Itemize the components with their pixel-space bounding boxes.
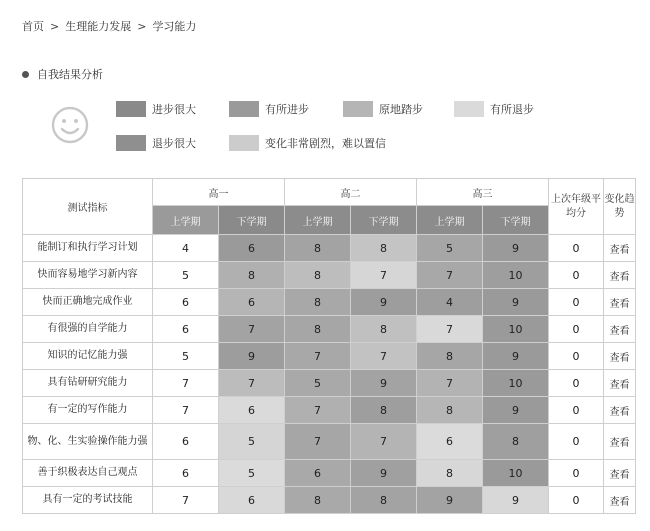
indicator-label: 有很强的自学能力	[23, 316, 153, 343]
last-average-cell: 0	[549, 262, 604, 289]
score-cell: 6	[219, 289, 285, 316]
last-average-cell: 0	[549, 397, 604, 424]
score-cell: 9	[219, 343, 285, 370]
legend-item	[116, 135, 196, 151]
score-cell: 6	[153, 460, 219, 487]
legend-item	[229, 101, 309, 117]
term-header: 上学期	[153, 206, 219, 235]
smiley-face-icon	[50, 105, 90, 145]
score-cell: 6	[153, 289, 219, 316]
breadcrumb-learning-ability[interactable]: 学习能力	[152, 20, 197, 33]
score-cell: 7	[219, 370, 285, 397]
score-cell: 7	[351, 262, 417, 289]
score-cell: 5	[285, 370, 351, 397]
score-cell: 8	[417, 460, 483, 487]
legend-item	[116, 101, 196, 117]
score-cell: 6	[219, 235, 285, 262]
score-cell: 7	[351, 424, 417, 460]
legend-swatch	[454, 101, 484, 117]
score-cell: 8	[285, 235, 351, 262]
score-cell: 6	[219, 487, 285, 514]
last-average-cell: 0	[549, 460, 604, 487]
indicator-label: 能制订和执行学习计划	[23, 235, 153, 262]
header-year-2: 高二	[285, 179, 417, 206]
view-trend-link[interactable]: 查看	[604, 370, 636, 397]
table-row	[23, 235, 636, 262]
score-cell: 6	[153, 424, 219, 460]
score-cell: 8	[285, 262, 351, 289]
score-cell: 9	[483, 487, 549, 514]
bullet-dot-icon	[22, 71, 29, 78]
table-body	[23, 235, 636, 514]
term-header: 上学期	[285, 206, 351, 235]
assessment-table	[22, 178, 636, 514]
view-trend-link[interactable]: 查看	[604, 397, 636, 424]
score-cell: 5	[417, 235, 483, 262]
legend-swatch	[116, 135, 146, 151]
table-row	[23, 397, 636, 424]
term-header: 下学期	[351, 206, 417, 235]
legend-swatch	[116, 101, 146, 117]
score-cell: 7	[351, 343, 417, 370]
indicator-label: 善于织极表达自己观点	[23, 460, 153, 487]
view-trend-link[interactable]: 查看	[604, 262, 636, 289]
table-row	[23, 370, 636, 397]
score-cell: 9	[483, 235, 549, 262]
score-cell: 9	[417, 487, 483, 514]
score-cell: 8	[351, 487, 417, 514]
table-row	[23, 289, 636, 316]
view-trend-link[interactable]: 查看	[604, 487, 636, 514]
last-average-cell: 0	[549, 289, 604, 316]
score-cell: 6	[153, 316, 219, 343]
table-row	[23, 343, 636, 370]
score-cell: 7	[153, 397, 219, 424]
score-cell: 10	[483, 460, 549, 487]
score-cell: 8	[285, 316, 351, 343]
view-trend-link[interactable]: 查看	[604, 289, 636, 316]
score-cell: 9	[483, 343, 549, 370]
breadcrumb	[22, 18, 196, 34]
indicator-label: 快而容易地学习新内容	[23, 262, 153, 289]
view-trend-link[interactable]: 查看	[604, 460, 636, 487]
score-cell: 5	[153, 343, 219, 370]
table-row	[23, 460, 636, 487]
view-trend-link[interactable]: 查看	[604, 235, 636, 262]
breadcrumb-separator: >	[137, 19, 147, 33]
score-cell: 9	[351, 460, 417, 487]
indicator-label: 具有钻研研究能力	[23, 370, 153, 397]
header-year-3: 高三	[417, 179, 549, 206]
score-cell: 9	[483, 397, 549, 424]
last-average-cell: 0	[549, 235, 604, 262]
score-cell: 7	[153, 487, 219, 514]
section-title: 自我结果分析	[37, 68, 103, 81]
score-cell: 7	[285, 397, 351, 424]
legend-item	[343, 101, 423, 117]
score-cell: 7	[285, 424, 351, 460]
term-header: 下学期	[219, 206, 285, 235]
score-cell: 7	[285, 343, 351, 370]
score-cell: 4	[153, 235, 219, 262]
score-cell: 8	[285, 487, 351, 514]
breadcrumb-physiological-development[interactable]: 生理能力发展	[65, 20, 132, 33]
section-header	[22, 66, 103, 82]
score-cell: 6	[285, 460, 351, 487]
score-cell: 8	[351, 235, 417, 262]
breadcrumb-separator: >	[50, 19, 60, 33]
score-cell: 10	[483, 370, 549, 397]
legend-item	[229, 135, 386, 151]
score-cell: 5	[219, 424, 285, 460]
score-cell: 7	[417, 316, 483, 343]
score-cell: 10	[483, 316, 549, 343]
legend-swatch	[229, 135, 259, 151]
score-cell: 5	[153, 262, 219, 289]
legend-swatch	[229, 101, 259, 117]
table-row	[23, 487, 636, 514]
header-year-1: 高一	[153, 179, 285, 206]
score-cell: 8	[351, 397, 417, 424]
legend-label: 有所退步	[490, 103, 534, 116]
view-trend-link[interactable]: 查看	[604, 343, 636, 370]
breadcrumb-home[interactable]: 首页	[22, 20, 44, 33]
indicator-label: 快而正确地完成作业	[23, 289, 153, 316]
score-cell: 8	[417, 397, 483, 424]
header-trend: 变化趋势	[604, 179, 636, 235]
legend-item	[454, 101, 534, 117]
last-average-cell: 0	[549, 487, 604, 514]
indicator-label: 知识的记忆能力强	[23, 343, 153, 370]
score-cell: 10	[483, 262, 549, 289]
score-cell: 7	[417, 370, 483, 397]
legend-label: 原地踏步	[379, 103, 423, 116]
table-row	[23, 424, 636, 460]
last-average-cell: 0	[549, 343, 604, 370]
score-cell: 7	[417, 262, 483, 289]
score-cell: 8	[351, 316, 417, 343]
last-average-cell: 0	[549, 424, 604, 460]
header-last-average: 上次年级平均分	[549, 179, 604, 235]
score-cell: 8	[417, 343, 483, 370]
table-row	[23, 316, 636, 343]
last-average-cell: 0	[549, 316, 604, 343]
score-cell: 8	[219, 262, 285, 289]
last-average-cell: 0	[549, 370, 604, 397]
indicator-label: 具有一定的考试技能	[23, 487, 153, 514]
score-cell: 9	[351, 289, 417, 316]
score-cell: 8	[285, 289, 351, 316]
legend-swatch	[343, 101, 373, 117]
score-cell: 6	[219, 397, 285, 424]
score-cell: 8	[483, 424, 549, 460]
header-indicator: 测试指标	[23, 179, 153, 235]
term-header: 上学期	[417, 206, 483, 235]
table-row	[23, 262, 636, 289]
view-trend-link[interactable]: 查看	[604, 424, 636, 460]
indicator-label: 物、化、生实验操作能力强	[23, 424, 153, 460]
score-cell: 5	[219, 460, 285, 487]
legend-label: 进步很大	[152, 103, 196, 116]
term-header: 下学期	[483, 206, 549, 235]
legend-label: 退步很大	[152, 137, 196, 150]
indicator-label: 有一定的写作能力	[23, 397, 153, 424]
score-cell: 4	[417, 289, 483, 316]
score-cell: 7	[219, 316, 285, 343]
score-cell: 6	[417, 424, 483, 460]
score-cell: 7	[153, 370, 219, 397]
score-cell: 9	[351, 370, 417, 397]
legend-label: 有所进步	[265, 103, 309, 116]
legend-label: 变化非常剧烈，难以置信	[265, 137, 386, 150]
view-trend-link[interactable]: 查看	[604, 316, 636, 343]
score-cell: 9	[483, 289, 549, 316]
